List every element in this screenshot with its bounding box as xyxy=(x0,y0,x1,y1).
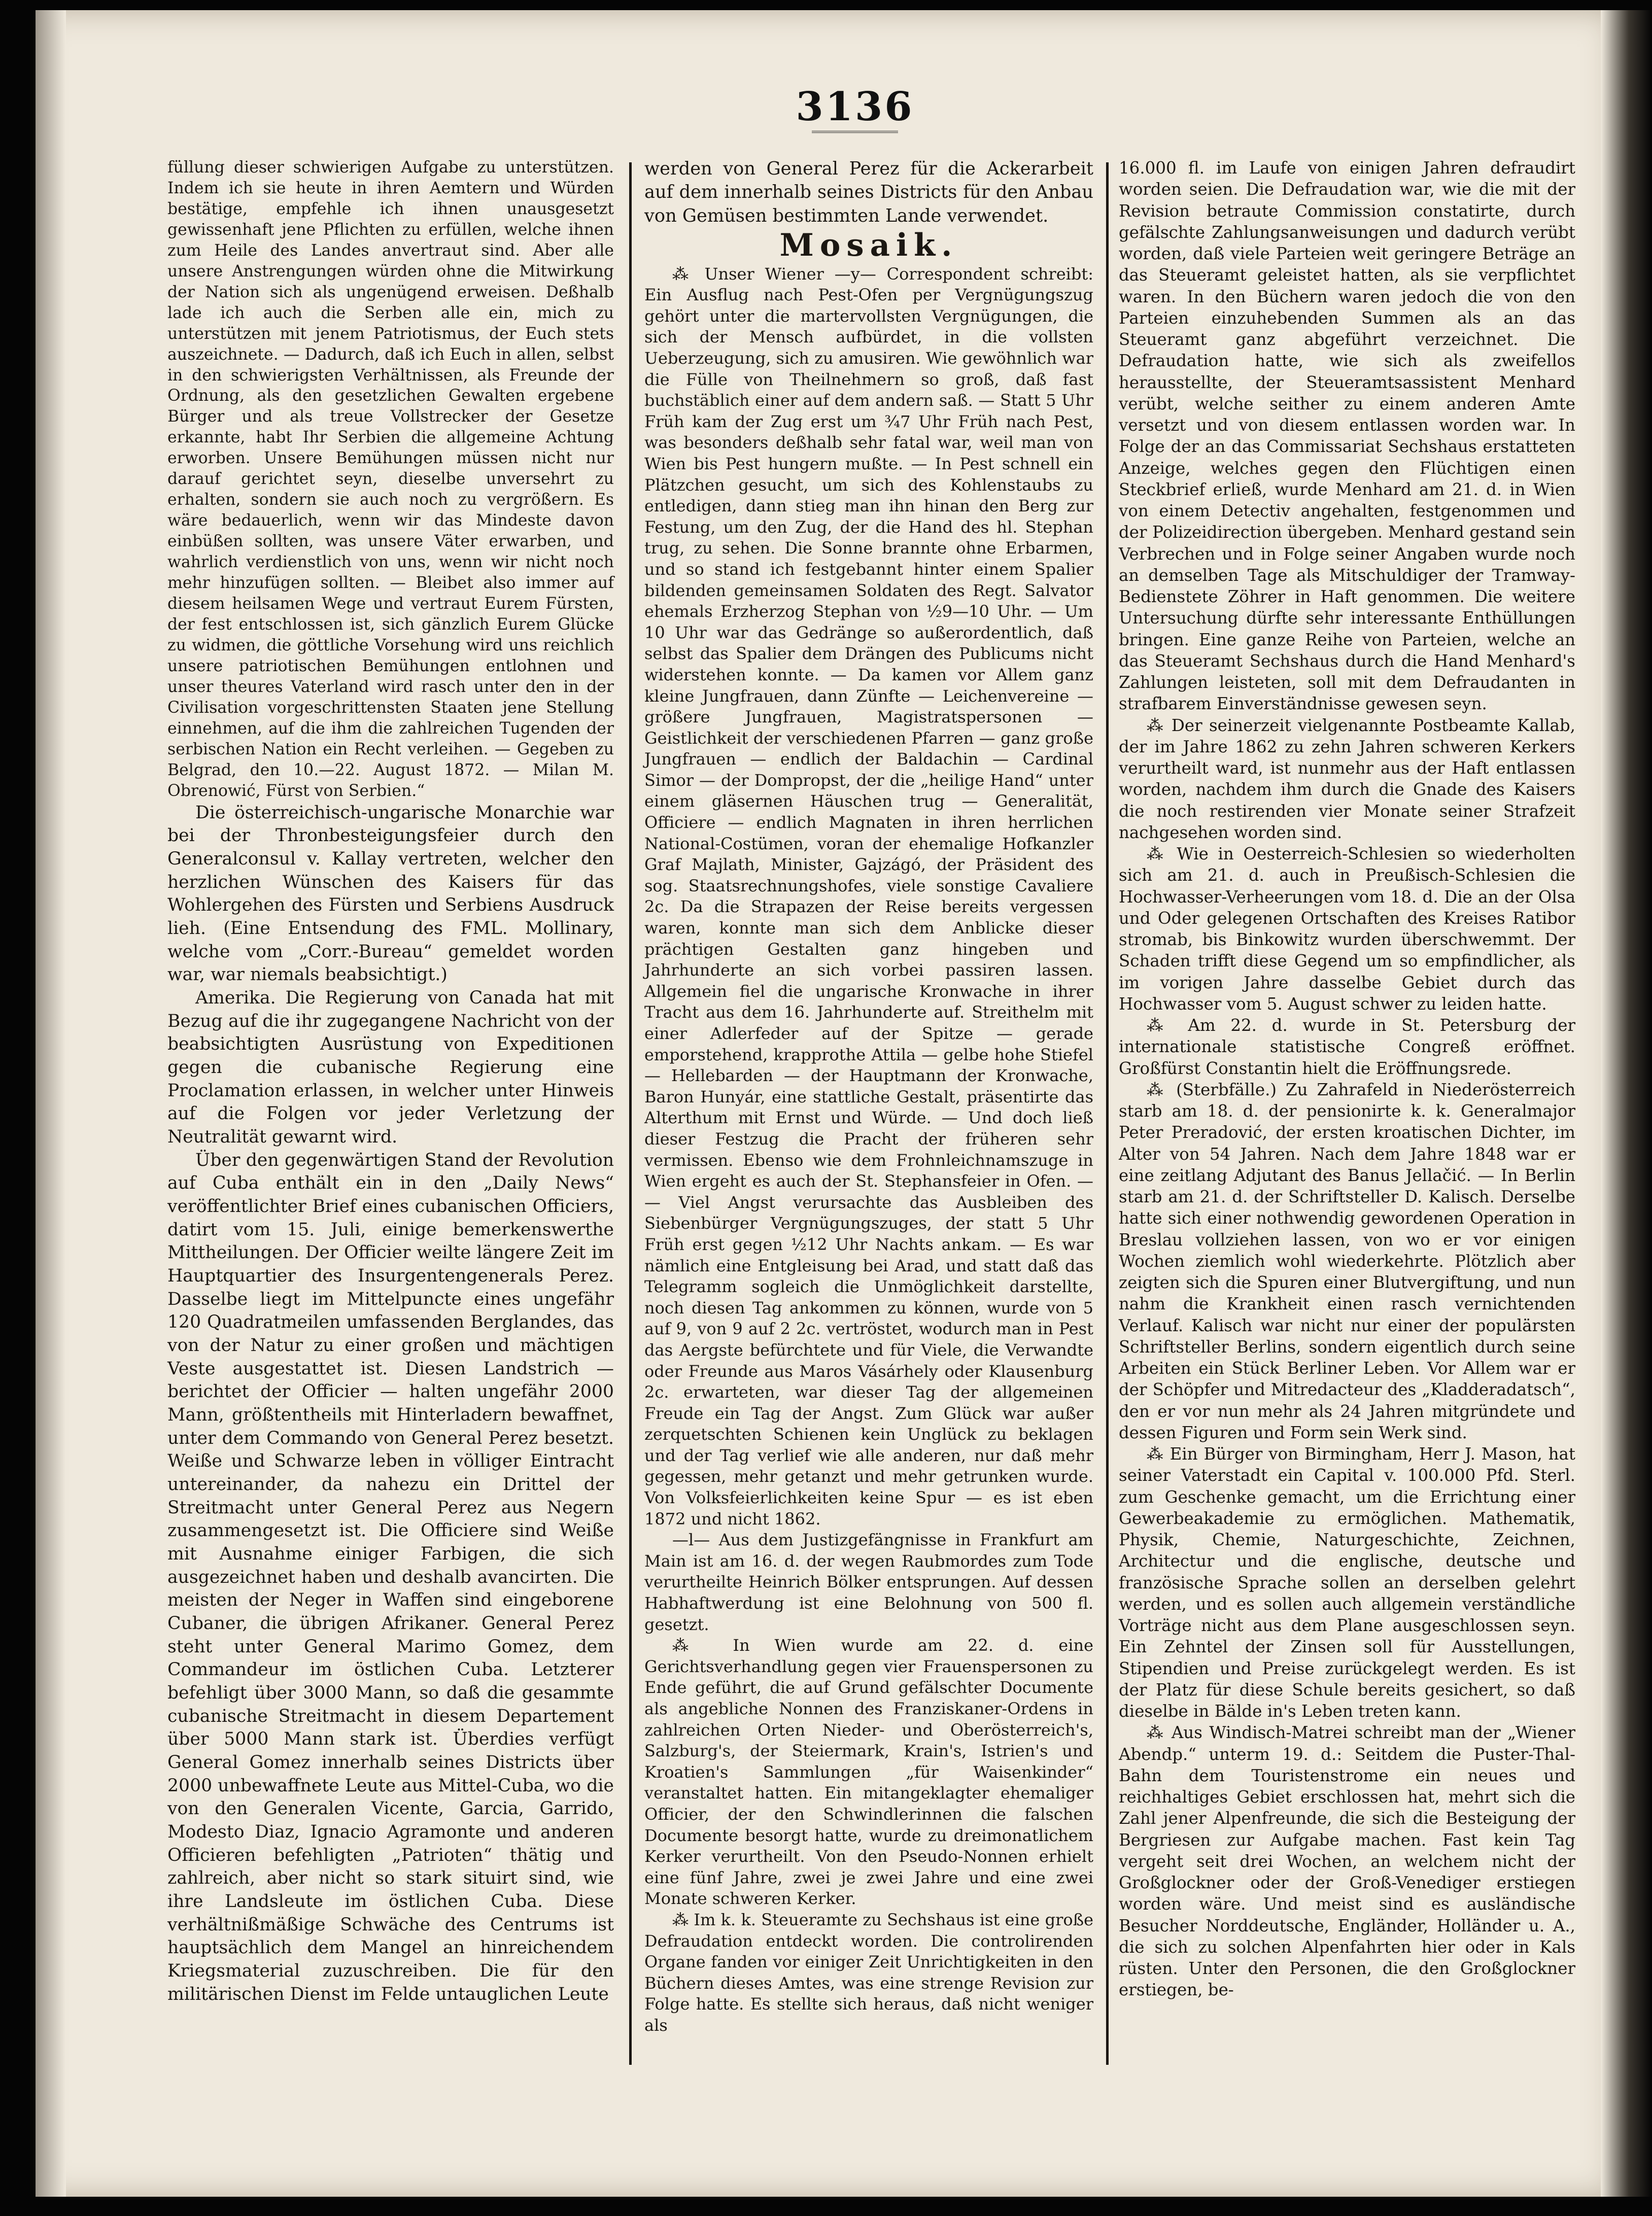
article-paragraph: ⁂ In Wien wurde am 22. d. eine Gerichtsverhandlung gegen vier Frauenspersonen zu Ende geführt, die auf Grund gefälschter Documente als angebliche Nonnen des Franziskaner-Ordens in zahlreichen Orten Nieder- und Oberösterreich's, Salzburg's, der Steiermark, Krain's, Istrien's und Kroatien's Sammlungen „für Waisenkinder“ veranstaltet hatten. Ein mitangeklagter ehemaliger Officier, der den Schwindlerinnen die falschen Documente besorgt hatte, wurde zu dreimonatlichem Kerker verurtheilt. Von den Pseudo-Nonnen erhielt eine fünf Jahre, zwei je zwei Jahre und eine zwei Monate schweren Kerker. xyxy=(644,1636,1093,1909)
text-column-1 xyxy=(167,157,614,2006)
page-edge-shadow xyxy=(1601,10,1652,2197)
text-column-3 xyxy=(1119,157,1575,2001)
page-spine-shadow xyxy=(36,10,66,2197)
text-column-2 xyxy=(644,157,1093,2036)
article-paragraph: ⁂ Der seinerzeit vielgenannte Postbeamte Kallab, der im Jahre 1862 zu zehn Jahren schweren Kerkers verurtheilt ward, ist nunmehr aus der Haft entlassen worden, nachdem ihm durch die Gnade des Kaisers die noch restirenden vier Monate seiner Strafzeit nachgesehen worden sind. xyxy=(1119,715,1575,842)
page-number: 3136 xyxy=(796,84,914,130)
article-paragraph: ⁂ (Sterbfälle.) Zu Zahrafeld in Niederösterreich starb am 18. d. der pensionirte k. k. Generalmajor Peter Preradović, der ersten kroatischen Dichter, im Alter von 54 Jahren. Nach dem Jahre 1848 war er eine zeitlang Adjutant des Banus Jellačić. — In Berlin starb am 21. d. der Schriftsteller D. Kalisch. Derselbe hatte sich einer nothwendig gewordenen Operation in Breslau vollziehen lassen, von wo er vor einigen Wochen ziemlich wohl wiederkehrte. Plötzlich aber zeigten sich die Spuren einer Blutvergiftung, und nun nahm die Krankheit einen rasch vernichtenden Verlauf. Kalisch war nicht nur einer der populärsten Schriftsteller Berlins, sondern eigentlich durch seine Arbeiten ein Stück Berliner Leben. Vor Allem war er der Schöpfer und Mitredacteur des „Kladderadatsch“, den er vor nun mehr als 24 Jahren mitgründete und dessen Figuren und Form sein Werk sind. xyxy=(1119,1080,1575,1442)
column-rule-2 xyxy=(1106,162,1109,2065)
article-paragraph: 16.000 fl. im Laufe von einigen Jahren defraudirt worden seien. Die Defraudation war, wie die mit der Revision betraute Commission constatirte, durch gefälschte Zahlungsanweisungen und dadurch verübt worden, daß viele Parteien weit geringere Beträge an das Steueramt geleistet hatten, als sie verpflichtet waren. In den Büchern waren jedoch die von den Parteien einzuhebenden Summen als an das Steueramt ganz abgeführt verzeichnet. Die Defraudation hatte, wie sich als zweifellos herausstellte, der Steueramtsassistent Menhard verübt, welche seither zu einem anderen Amte versetzt und von diesem entlassen worden war. In Folge der an das Commissariat Sechshaus erstatteten Anzeige, welches gegen den Flüchtigen einen Steckbrief erließ, wurde Menhard am 21. d. in Wien von einem Detectiv angehalten, festgenommen und der Polizeidirection übergeben. Menhard gestand sein Verbrechen und in Folge seiner Angaben wurde noch an demselben Tage als Mitschuldiger der Tramway-Bedienstete Zöhrer in Haft genommen. Die weitere Untersuchung dürfte sehr interessante Enthüllungen bringen. Eine ganze Reihe von Parteien, welche an das Steueramt Sechshaus durch die Hand Menhard's Zahlungen leisteten, soll mit dem Defraudanten in strafbarem Einverständnisse gewesen seyn. xyxy=(1119,158,1575,714)
section-heading: Mosaik. xyxy=(779,227,958,264)
page-number-rule xyxy=(812,131,898,133)
article-paragraph: ⁂ Ein Bürger von Birmingham, Herr J. Mason, hat seiner Vaterstadt ein Capital v. 100.000 Pfd. Sterl. zum Geschenke gemacht, um die Errichtung einer Gewerbeakademie zu ermöglichen. Mathematik, Physik, Chemie, Naturgeschichte, Zeichnen, Architectur und die englische, deutsche und französische Sprache sollen an derselben gelehrt werden, und es sollen auch allgemein verständliche Vorträge nicht aus dem Plane ausgeschlossen seyn. Ein Zehntel der Zinsen soll für Ausstellungen, Stipendien und Preise zurückgelegt werden. Es ist der Platz für diese Schule bereits gesichert, so daß dieselbe in Bälde in's Leben treten kann. xyxy=(1119,1444,1575,1721)
article-paragraph: ⁂ Im k. k. Steueramte zu Sechshaus ist eine große Defraudation entdeckt worden. Die controlirenden Organe fanden vor einiger Zeit Unrichtigkeiten in den Büchern dieses Amtes, was eine strenge Revision zur Folge hatte. Es stellte sich heraus, daß nicht weniger als xyxy=(644,1910,1093,2035)
article-paragraph: ⁂ Unser Wiener —y— Correspondent schreibt: Ein Ausflug nach Pest-Ofen per Vergnügungszug gehört unter die martervollsten Vergnügungen, die sich der Mensch aufbürdet, in die vollsten Ueberzeugung, sich zu amusiren. Wie gewöhnlich war die Fülle von Theilnehmern so groß, daß fast buchstäblich einer auf dem andern saß. — Statt 5 Uhr Früh kam der Zug erst um ¾7 Uhr Früh nach Pest, was besonders deßhalb sehr fatal war, weil man von Wien bis Pest hungern mußte. — In Pest schnell ein Plätzchen gesucht, um sich des Kohlenstaubs zu entledigen, dann stieg man ihn hinan den Berg zur Festung, um den Zug, der die Hand des hl. Stephan trug, zu sehen. Die Sonne brannte ohne Erbarmen, und so stand ich festgebannt hinter einem Spalier bildenden gemeinsamen Soldaten des Regt. Salvator ehemals Erzherzog Stephan von ½9—10 Uhr. — Um 10 Uhr war das Gedränge so außerordentlich, daß selbst das Spalier dem Drängen des Publicums nicht widerstehen konnte. — Da kamen vor Allem ganz kleine Jungfrauen, dann Zünfte — Leichenvereine — größere Jungfrauen, Magistratspersonen — Geistlichkeit der verschiedenen Pfarren — ganz große Jungfrauen — endlich der Baldachin — Cardinal Simor — der Dompropst, der die „heilige Hand“ unter einem gläsernen Häuschen trug — Generalität, Officiere — endlich Magnaten in ihren herrlichen National-Costümen, voran der ehemalige Hofkanzler Graf Majlath, Minister, Gajzágó, der Präsident des sog. Staatsrechnungshofes, viele sonstige Cavaliere 2c. Da die Strapazen der Reise bereits vergessen waren, konnte man sich dem Anblicke dieser prächtigen Gestalten ganz hingeben und Jahrhunderte an sich vorbei passiren lassen. Allgemein fiel die ungarische Kronwache in ihrer Tracht aus dem 16. Jahrhunderte auf. Streithelm mit einer Adlerfeder auf der Spitze — gerade emporstehend, krapprothe Attila — gelbe hohe Stiefel — Hellebarden — der Hauptmann der Kronwache, Baron Hunyár, eine stattliche Gestalt, präsentirte das Alterthum mit Ernst und Würde. — Und doch ließ dieser Festzug die Pracht der früheren sehr vermissen. Ebenso wie dem Frohnleichnamszuge in Wien ergeht es auch der St. Stephansfeier in Ofen. — — Viel Angst verursachte das Ausbleiben des Siebenbürger Vergnügungszuges, der statt 5 Uhr Früh erst gegen ½12 Uhr Nachts ankam. — Es war nämlich eine Entgleisung bei Arad, und statt daß das Telegramm sogleich die Unmöglichkeit darstellte, noch diesen Tag ankommen zu können, wurde von 5 auf 9, von 9 auf 2 2c. vertröstet, wodurch man in Pest das Aergste befürchtete und für Viele, die Verwandte oder Freunde aus Maros Vásárhely oder Klausenburg 2c. erwarteten, war dieser Tag der allgemeinen Freude ein Tag der Angst. Zum Glück war außer zerquetschten Schienen kein Unglück zu beklagen und der Tag verlief wie alle anderen, nur daß mehr gegessen, mehr getanzt und mehr getrunken wurde. Von Volksfeierlichkeiten keine Spur — es ist eben 1872 und nicht 1862. xyxy=(644,264,1093,1529)
article-paragraph: füllung dieser schwierigen Aufgabe zu unterstützen. Indem ich sie heute in ihren Aemtern und Würden bestätige, empfehle ich ihnen unausgesetzt gewissenhaft jene Pflichten zu erfüllen, welche ihnen zum Heile des Landes anvertraut sind. Aber alle unsere Anstrengungen würden ohne die Mitwirkung der Nation sich als ungenügend erweisen. Deßhalb lade ich auch die Serben alle ein, mich zu unterstützen mit jenem Patriotismus, der Euch stets auszeichnete. — Dadurch, daß ich Euch in allen, selbst in den schwierigsten Verhältnissen, als Freunde der Ordnung, als den gesetzlichen Gewalten ergebene Bürger und als treue Vollstrecker der Gesetze erkannte, habt Ihr Serbien die allgemeine Achtung erworben. Unsere Bemühungen müssen nicht nur darauf gerichtet seyn, dieselbe unversehrt zu erhalten, sondern sie auch noch zu vergrößern. Es wäre bedauerlich, wenn wir das Mindeste davon einbüßen sollten, was unsere Väter erwarben, und wahrlich verdienstlich von uns, wenn wir nicht noch mehr hinzufügen sollten. — Bleibet also immer auf diesem heilsamen Wege und vertraut Eurem Fürsten, der fest entschlossen ist, sich gänzlich Eurem Glücke zu widmen, die göttliche Vorsehung wird uns reichlich unsere patriotischen Bemühungen entlohnen und unser theures Vaterland wird rasch unter den in der Civilisation vorgeschrittensten Staaten jene Stellung einnehmen, auf die ihm die zahlreichen Tugenden der serbischen Nation ein Recht verleihen. — Gegeben zu Belgrad, den 10.—22. August 1872. — Milan M. Obrenowić, Fürst von Serbien.“ xyxy=(167,158,614,800)
article-paragraph: werden von General Perez für die Ackerarbeit auf dem innerhalb seines Districts für den Anbau von Gemüsen bestimmten Lande verwendet. xyxy=(644,158,1093,226)
column-rule-1 xyxy=(629,162,632,2065)
article-paragraph: ⁂ Am 22. d. wurde in St. Petersburg der internationale statistische Congreß eröffnet. Großfürst Constantin hielt die Eröffnungsrede. xyxy=(1119,1016,1575,1078)
article-paragraph: Amerika. Die Regierung von Canada hat mit Bezug auf die ihr zugegangene Nachricht von der beabsichtigten Ausrüstung von Expeditionen gegen die cubanische Regierung eine Proclamation erlassen, in welcher unter Hinweis auf die Folgen vor jeder Verletzung der Neutralität gewarnt wird. xyxy=(167,987,614,1147)
article-paragraph: —l— Aus dem Justizgefängnisse in Frankfurt am Main ist am 16. d. der wegen Raubmordes zum Tode verurtheilte Heinrich Bölker entsprungen. Auf dessen Habhaftwerdung ist eine Belohnung von 500 fl. gesetzt. xyxy=(644,1530,1093,1634)
article-paragraph: ⁂ Wie in Oesterreich-Schlesien so wiederholten sich am 21. d. auch in Preußisch-Schlesien die Hochwasser-Verheerungen vom 18. d. Die an der Olsa und Oder gelegenen Ortschaften des Kreises Ratibor stromab, bis Binkowitz wurden überschwemmt. Der Schaden trifft diese Gegend um so empfindlicher, als im vorigen Jahre dasselbe Gebiet durch das Hochwasser vom 5. August schwer zu leiden hatte. xyxy=(1119,844,1575,1014)
article-paragraph: Die österreichisch-ungarische Monarchie war bei der Thronbesteigungsfeier durch den Generalconsul v. Kallay vertreten, welcher den herzlichen Wünschen des Kaisers für das Wohlergehen des Fürsten und Serbiens Ausdruck lieh. (Eine Entsendung des FML. Mollinary, welche vom „Corr.-Bureau“ gemeldet worden war, war niemals beabsichtigt.) xyxy=(167,802,614,985)
article-paragraph: ⁂ Aus Windisch-Matrei schreibt man der „Wiener Abendp.“ unterm 19. d.: Seitdem die Puster-Thal-Bahn dem Touristenstrome ein neues und reichhaltiges Gebiet erschlossen hat, mehrt sich die Zahl jener Alpenfreunde, die sich die Besteigung der Bergriesen zur Aufgabe machen. Fast kein Tag vergeht seit drei Wochen, an welchem nicht der Großglockner oder der Groß-Venediger erstiegen worden wäre. Und meist sind es ausländische Besucher Norddeutsche, Engländer, Holländer u. A., die sich zu solchen Alpenfahrten hier oder in Kals rüsten. Unter den Personen, die den Großglockner erstiegen, be- xyxy=(1119,1723,1575,2000)
article-paragraph: Über den gegenwärtigen Stand der Revolution auf Cuba enthält ein in den „Daily News“ veröffentlichter Brief eines cubanischen Officiers, datirt vom 15. Juli, einige bemerkenswerthe Mittheilungen. Der Officier weilte längere Zeit im Hauptquartier des Insurgentengenerals Perez. Dasselbe liegt im Mittelpuncte eines ungefähr 120 Quadratmeilen umfassenden Berglandes, das von der Natur zu einer großen und mächtigen Veste ausgestattet ist. Diesen Landstrich — berichtet der Officier — halten ungefähr 2000 Mann, größtentheils mit Hinterladern bewaffnet, unter dem Commando von General Perez besetzt. Weiße und Schwarze leben in völliger Eintracht untereinander, da nahezu ein Drittel der Streitmacht unter General Perez aus Negern zusammengesetzt ist. Die Officiere sind Weiße mit Ausnahme einiger Farbigen, die sich ausgezeichnet haben und deshalb avancirten. Die meisten der Neger in Waffen sind eingeborene Cubaner, die übrigen Afrikaner. General Perez steht unter General Marimo Gomez, dem Commandeur im östlichen Cuba. Letzterer befehligt über 3000 Mann, so daß die gesammte cubanische Streitmacht in diesem Departement über 5000 Mann stark ist. Überdies verfügt General Gomez innerhalb seines Districts über 2000 unbewaffnete Leute aus Mittel-Cuba, wo die von den Generalen Vicente, Garcia, Garrido, Modesto Diaz, Ignacio Agramonte und anderen Officieren befehligten „Patrioten“ thätig und zahlreich, aber nicht so stark situirt sind, wie ihre Landsleute im östlichen Cuba. Diese verhältnißmäßige Schwäche des Centrums ist hauptsächlich dem Mangel an hinreichendem Kriegsmaterial zuzuschreiben. Die für den militärischen Dienst im Felde untauglichen Leute xyxy=(167,1150,614,2004)
